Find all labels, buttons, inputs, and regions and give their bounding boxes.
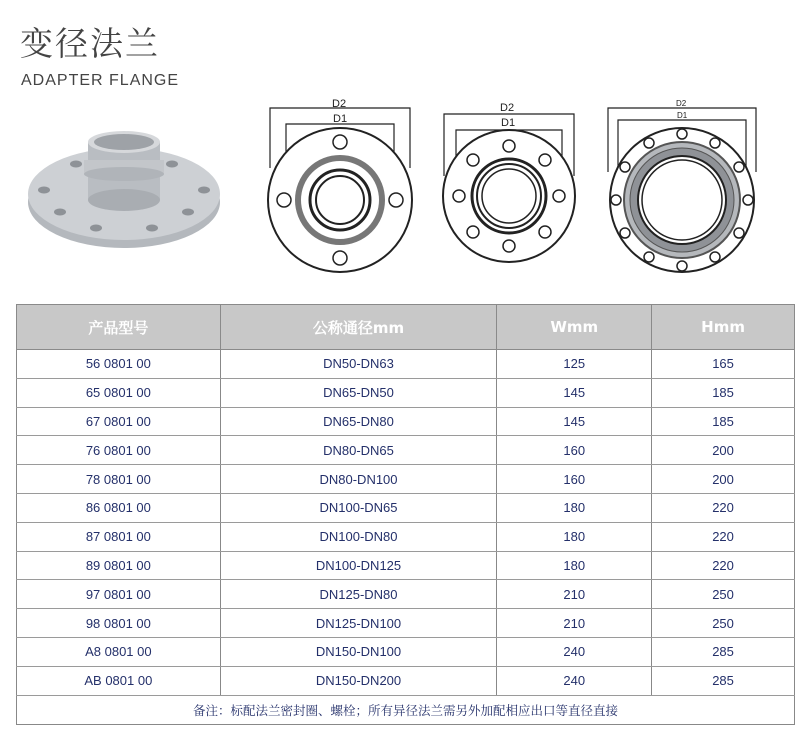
cell-model: 65 0801 00	[17, 378, 221, 407]
cell-w: 210	[497, 580, 652, 609]
cell-h: 250	[652, 609, 795, 638]
spec-table	[16, 304, 795, 725]
cell-model: 56 0801 00	[17, 350, 221, 379]
cell-w: 180	[497, 551, 652, 580]
cell-nominal-diameter: DN150-DN100	[220, 637, 497, 666]
table-row	[17, 666, 795, 695]
header-h: Hmm	[652, 305, 795, 350]
table-row	[17, 637, 795, 666]
table-row	[17, 580, 795, 609]
cell-nominal-diameter: DN50-DN63	[220, 350, 497, 379]
cell-h: 250	[652, 580, 795, 609]
cell-w: 125	[497, 350, 652, 379]
cell-w: 180	[497, 493, 652, 522]
cell-model: 78 0801 00	[17, 465, 221, 494]
svg-text:D1: D1	[333, 113, 348, 125]
cell-model: A8 0801 00	[17, 637, 221, 666]
cell-model: AB 0801 00	[17, 666, 221, 695]
cell-nominal-diameter: DN100-DN80	[220, 522, 497, 551]
cell-h: 285	[652, 666, 795, 695]
cell-h: 220	[652, 493, 795, 522]
cell-h: 285	[652, 637, 795, 666]
cell-w: 180	[497, 522, 652, 551]
flange-diagram-medium	[438, 96, 580, 276]
cell-model: 89 0801 00	[17, 551, 221, 580]
table-row	[17, 493, 795, 522]
cell-h: 185	[652, 378, 795, 407]
svg-text:D1: D1	[677, 111, 688, 120]
table-row	[17, 436, 795, 465]
cell-nominal-diameter: DN125-DN100	[220, 609, 497, 638]
table-row	[17, 609, 795, 638]
cell-w: 160	[497, 465, 652, 494]
svg-text:D1: D1	[501, 117, 516, 129]
table-row	[17, 551, 795, 580]
cell-nominal-diameter: DN150-DN200	[220, 666, 497, 695]
flange-diagram-large	[602, 96, 762, 276]
cell-h: 185	[652, 407, 795, 436]
table-row	[17, 407, 795, 436]
page-title-en: ADAPTER FLANGE	[21, 72, 180, 89]
svg-text:D2: D2	[676, 99, 687, 108]
flange-diagram-small	[262, 96, 418, 276]
cell-model: 87 0801 00	[17, 522, 221, 551]
cell-w: 210	[497, 609, 652, 638]
header-nominal-diameter: 公称通径mm	[220, 305, 497, 350]
table-note: 备注：标配法兰密封圈、螺栓；所有异径法兰需另外加配相应出口等直径直接	[17, 695, 795, 724]
cell-nominal-diameter: DN65-DN50	[220, 378, 497, 407]
table-row	[17, 350, 795, 379]
cell-w: 240	[497, 637, 652, 666]
cell-nominal-diameter: DN80-DN65	[220, 436, 497, 465]
cell-model: 67 0801 00	[17, 407, 221, 436]
header-model: 产品型号	[17, 305, 221, 350]
svg-text:D2: D2	[332, 98, 347, 110]
cell-w: 160	[497, 436, 652, 465]
cell-nominal-diameter: DN100-DN65	[220, 493, 497, 522]
cell-w: 145	[497, 378, 652, 407]
note-row	[17, 695, 795, 724]
table-header-row	[17, 305, 795, 350]
cell-w: 145	[497, 407, 652, 436]
cell-h: 200	[652, 465, 795, 494]
cell-h: 220	[652, 551, 795, 580]
svg-text:D2: D2	[500, 102, 515, 114]
cell-nominal-diameter: DN65-DN80	[220, 407, 497, 436]
page-title-cn: 变径法兰	[20, 24, 160, 63]
cell-h: 200	[652, 436, 795, 465]
cell-nominal-diameter: DN100-DN125	[220, 551, 497, 580]
header-w: Wmm	[497, 305, 652, 350]
cell-nominal-diameter: DN125-DN80	[220, 580, 497, 609]
cell-h: 165	[652, 350, 795, 379]
table-row	[17, 465, 795, 494]
cell-model: 98 0801 00	[17, 609, 221, 638]
table-row	[17, 522, 795, 551]
product-photo	[26, 130, 222, 250]
cell-h: 220	[652, 522, 795, 551]
table-row	[17, 378, 795, 407]
cell-model: 86 0801 00	[17, 493, 221, 522]
cell-model: 97 0801 00	[17, 580, 221, 609]
cell-model: 76 0801 00	[17, 436, 221, 465]
cell-nominal-diameter: DN80-DN100	[220, 465, 497, 494]
cell-w: 240	[497, 666, 652, 695]
